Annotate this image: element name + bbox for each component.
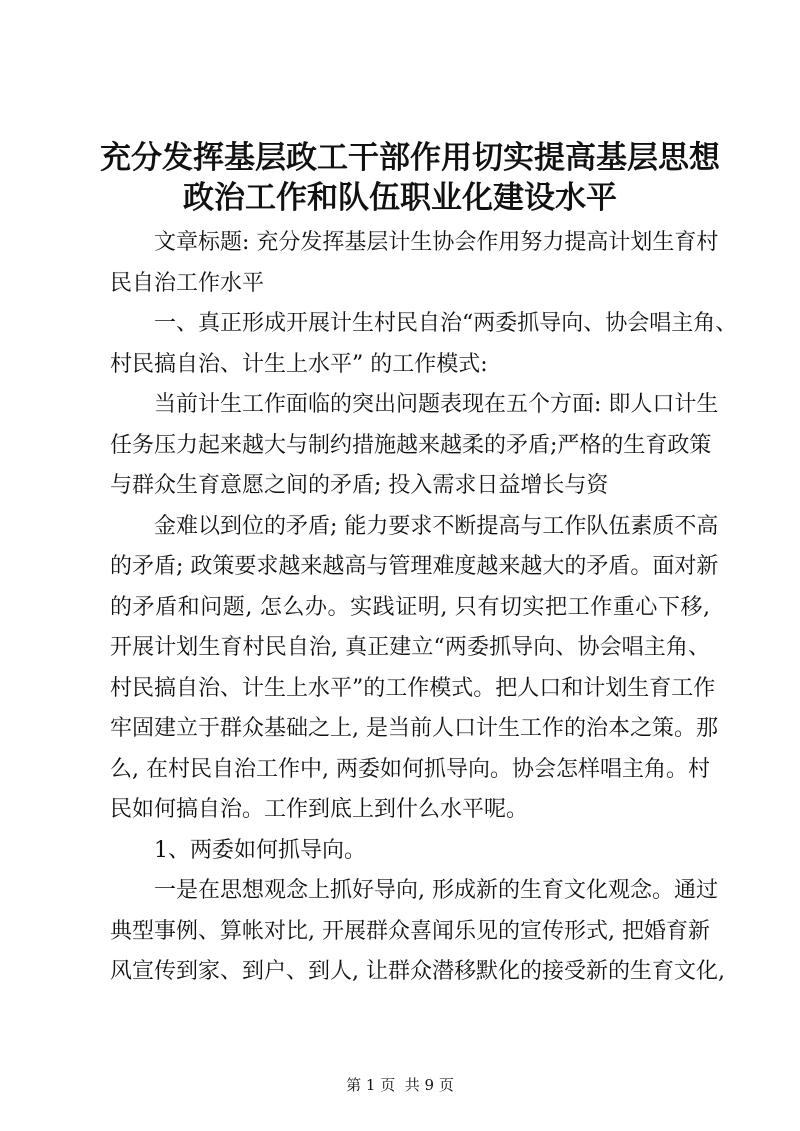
text-line: 与群众生育意愿之间的矛盾; 投入需求日益增长与资 (110, 473, 609, 498)
text-line: 民自治工作水平 (110, 270, 265, 296)
text-line: 风宣传到家、到户、到人, 让群众潜移默化的接受新的生育文化, (110, 959, 725, 984)
paragraph (110, 223, 719, 304)
title-line: 充分发挥基层政工干部作用切实提高基层思想 (100, 140, 720, 176)
text-line: 开展计划生育村民自治, 真正建立“两委抓导向、协会唱主角、 (110, 635, 710, 660)
title-line: 政治工作和队伍职业化建设水平 (183, 180, 617, 216)
text-line: 的矛盾; 政策要求越来越高与管理难度越来越大的矛盾。面对新 (110, 554, 719, 579)
text-line: 文章标题: 充分发挥基层计生协会作用努力提高计划生育村 (154, 230, 719, 255)
text-line: 的矛盾和问题, 怎么办。实践证明, 只有切实把工作重心下移, (110, 594, 710, 620)
text-line: 一、真正形成开展计生村民自治“两委抓导向、协会唱主角、 (154, 311, 738, 336)
text-line: 一是在思想观念上抓好导向, 形成新的生育文化观念。通过 (154, 878, 718, 903)
page-number: 第 1 页 共 9 页 (346, 1076, 454, 1094)
text-line: 典型事例、算帐对比, 开展群众喜闻乐见的宣传形式, 把婚育新 (110, 918, 710, 944)
text-line: 村民搞自治、计生上水平” 的工作模式: (110, 351, 488, 377)
text-line: 1、两委如何抓导向。 (154, 837, 366, 863)
paragraph (110, 304, 738, 385)
text-line: 任务压力起来越大与制约措施越来越柔的矛盾;严格的生育政策 (110, 432, 712, 458)
text-line: 民如何搞自治。工作到底上到什么水平呢。 (110, 797, 529, 822)
text-line: 么, 在村民自治工作中, 两委如何抓导向。协会怎样唱主角。村 (110, 756, 710, 782)
paragraph (110, 831, 710, 872)
text-line: 牢固建立于群众基础之上, 是当前人口计生工作的治本之策。那 (110, 716, 718, 741)
text-line: 当前计生工作面临的突出问题表现在五个方面: 即人口计生 (154, 392, 719, 417)
text-line: 金难以到位的矛盾; 能力要求不断提高与工作队伍素质不高 (154, 513, 719, 539)
text-line: 村民搞自治、计生上水平”的工作模式。把人口和计划生育工作 (110, 675, 716, 701)
document-body (110, 223, 738, 993)
page-footer (0, 1075, 800, 1095)
paragraph (110, 507, 719, 831)
paragraph (110, 385, 719, 507)
paragraph (110, 871, 725, 993)
document-title (100, 138, 720, 218)
